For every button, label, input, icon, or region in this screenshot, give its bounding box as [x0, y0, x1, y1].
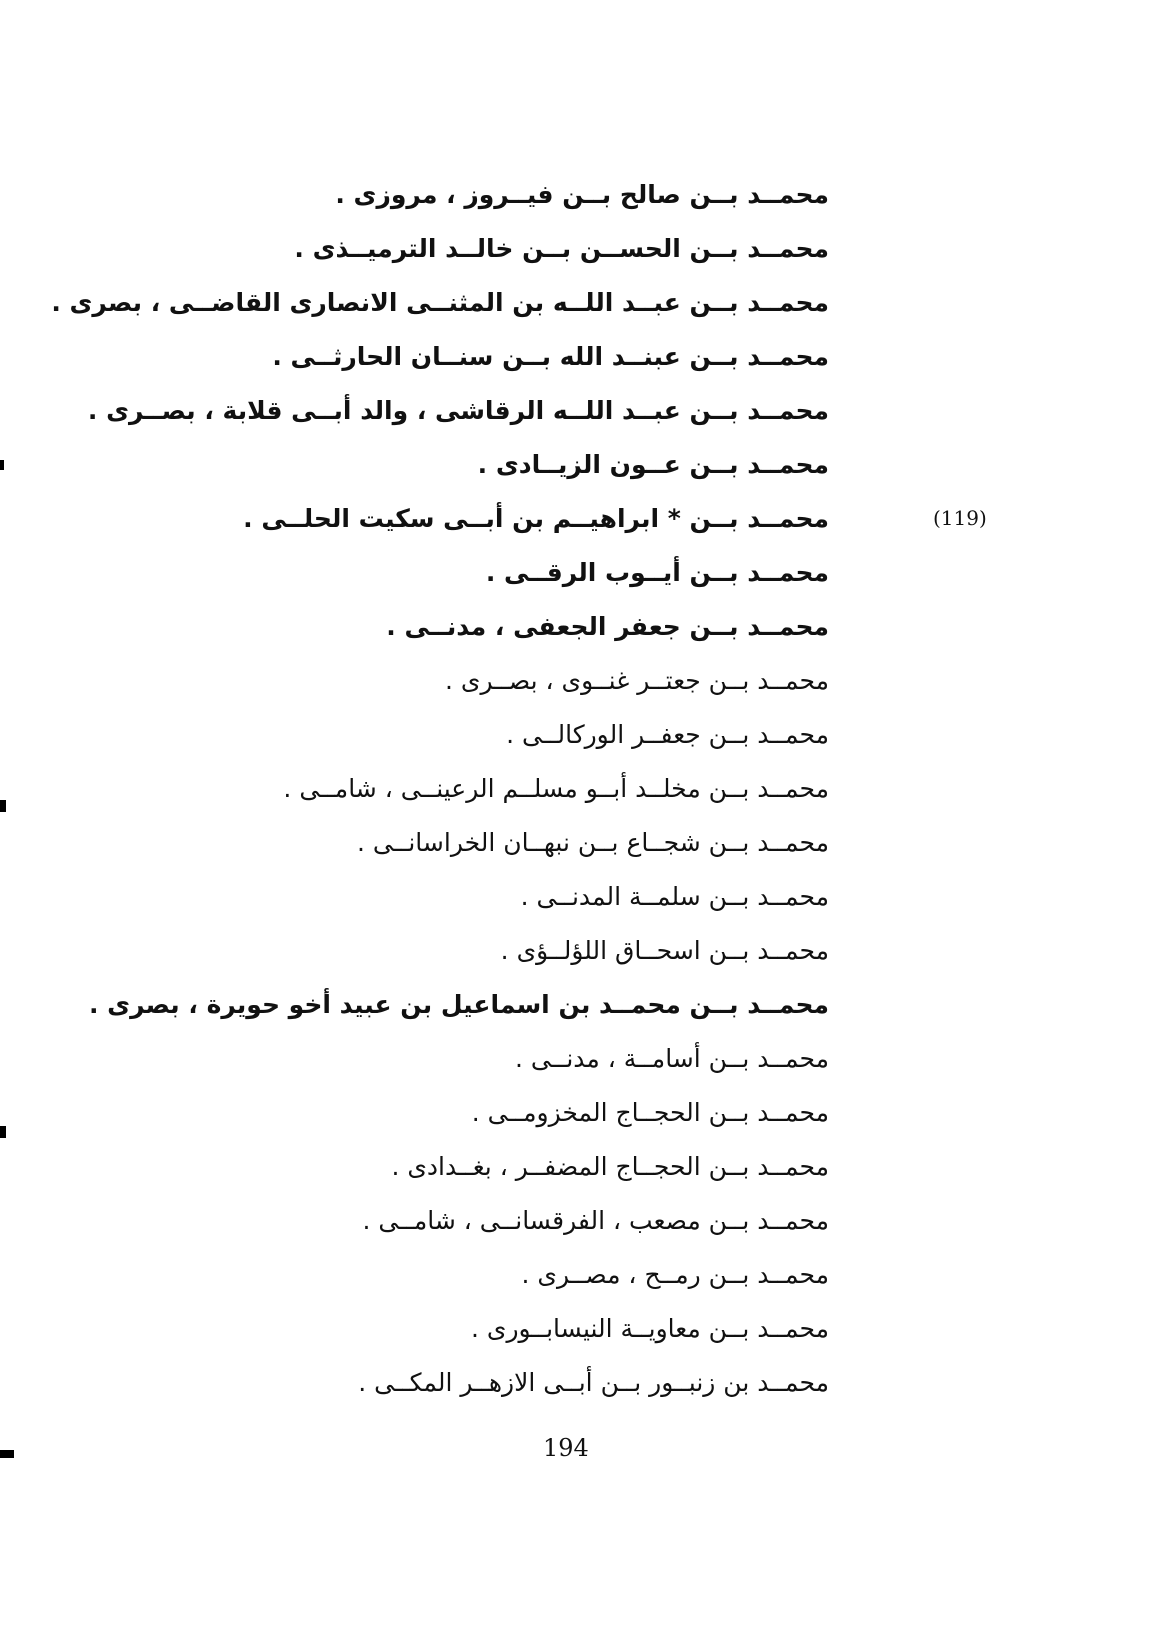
scan-edge-mark: [0, 1450, 14, 1458]
list-item: محمــد بــن معاويــة النيسابــورى .: [470, 1314, 829, 1343]
list-item: محمــد بــن الحجــاج المخزومــى .: [471, 1098, 829, 1127]
list-item: محمــد بن زنبــور بــن أبــى الازهــر المكــى .: [358, 1368, 829, 1397]
list-item: محمــد بــن الحســن بــن خالــد الترميــذى .: [294, 234, 829, 263]
list-item: محمــد بــن أسامــة ، مدنــى .: [514, 1044, 829, 1073]
list-item: محمــد بــن رمــح ، مصــرى .: [521, 1260, 829, 1289]
scan-edge-mark: [0, 800, 6, 812]
scan-edge-mark: [0, 1126, 6, 1138]
list-item: محمــد بــن عبــد اللــه الرقاشى ، والد أبــى قلابة ، بصــرى .: [87, 396, 829, 425]
list-item: محمــد بــن جعفــر الوركالــى .: [506, 720, 829, 749]
list-item: محمــد بــن شجــاع بــن نبهــان الخراسانــى .: [356, 828, 829, 857]
scan-edge-mark: [0, 460, 4, 470]
list-item: محمــد بــن عــون الزيــادى .: [477, 450, 829, 479]
narrator-list: [51, 168, 829, 1410]
list-item: محمــد بــن عبــد اللــه بن المثنــى الانصارى القاضــى ، بصرى .: [51, 288, 829, 317]
list-item: محمــد بــن عبنــد الله بــن سنــان الحارثــى .: [272, 342, 829, 371]
list-item: محمــد بــن الحجــاج المضفــر ، بغــدادى .: [391, 1152, 829, 1181]
marginal-reference-number: (119): [933, 506, 987, 530]
list-item: محمــد بــن سلمــة المدنــى .: [520, 882, 829, 911]
list-item: محمــد بــن جعفر الجعفى ، مدنــى .: [386, 612, 829, 641]
list-item: محمــد بــن أيــوب الرقــى .: [485, 558, 829, 587]
list-item: محمــد بــن اسحــاق اللؤلــؤى .: [500, 936, 829, 965]
list-item: محمــد بــن * ابراهيــم بن أبــى سكيت الحلــى .: [243, 504, 829, 533]
list-item: محمــد بــن صالح بــن فيــروز ، مروزى .: [335, 180, 829, 209]
page-number: 194: [543, 1434, 589, 1462]
list-item: محمــد بــن محمــد بن اسماعيل بن عبيد أخو حويرة ، بصرى .: [88, 990, 829, 1019]
list-item: محمــد بــن مخلــد أبــو مسلــم الرعينــى ، شامــى .: [283, 774, 829, 803]
list-item: محمــد بــن جعتــر غنــوى ، بصــرى .: [445, 666, 829, 695]
list-item: محمــد بــن مصعب ، الفرقسانــى ، شامــى .: [362, 1206, 829, 1235]
